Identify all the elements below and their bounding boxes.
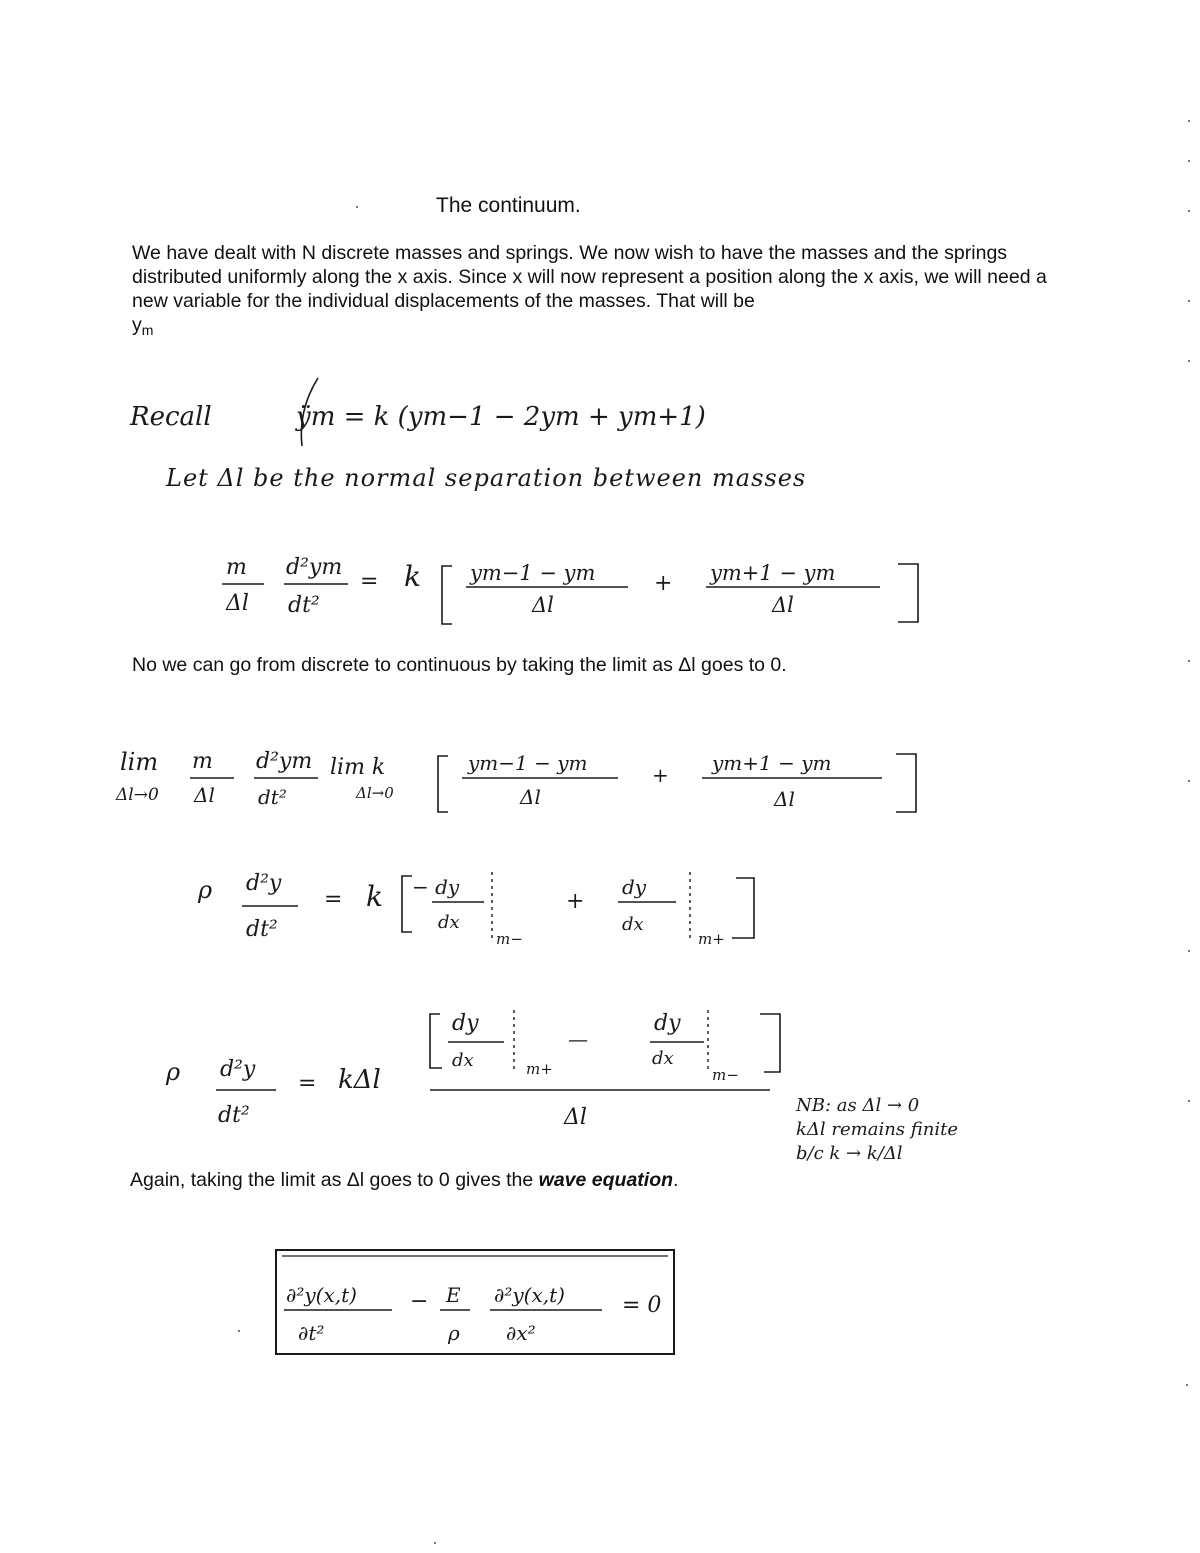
eq3-d2-denominator: dx [622, 914, 644, 935]
nb-line-3: b/c k → k/Δl [796, 1143, 903, 1164]
wave-minus: − [410, 1289, 429, 1314]
wave-t-numerator: ∂²y(x,t) [286, 1283, 357, 1307]
recall-equation: ÿm = k (ym−1 − 2ym + ym+1) [296, 402, 706, 432]
eq2-right-bracket [896, 754, 916, 812]
wave-coef-denominator: ρ [448, 1321, 460, 1345]
eq1-equals: = [360, 569, 379, 594]
eq4-d2-eval: m− [712, 1066, 739, 1084]
scan-speck [1186, 1384, 1188, 1386]
eq4-rho: ρ [166, 1058, 181, 1086]
wave-x-numerator: ∂²y(x,t) [494, 1283, 565, 1307]
eq4-d1-eval: m+ [526, 1060, 553, 1078]
recall-label: Recall [130, 402, 212, 432]
eq2-deriv-numerator: d²ym [256, 749, 313, 774]
scan-speck [1188, 160, 1190, 162]
wave-coef-numerator: E [446, 1283, 461, 1307]
eq3-right-bracket [732, 878, 754, 938]
wave-sentence-suffix: . [673, 1169, 679, 1191]
eq3-k: k [366, 880, 383, 913]
eq4-deriv-denominator: dt² [218, 1103, 250, 1128]
eq4-d2-numerator: dy [654, 1011, 681, 1036]
equation-4 [165, 1010, 780, 1130]
eq4-d1-denominator: dx [452, 1050, 474, 1071]
eq3-equals: = [324, 887, 343, 912]
eq1-k: k [404, 560, 421, 593]
eq3-d1-eval: m− [496, 930, 523, 948]
eq3-d1-denominator: dx [438, 912, 460, 933]
eq1-plus: + [654, 571, 673, 596]
eq1-frac2-numerator: ym+1 − ym [710, 561, 836, 585]
scan-speck [238, 1330, 240, 1332]
intro-text: We have dealt with N discrete masses and springs. We now wish to have the masses and the springs distributed uniformly along the x axis. Since x will now represent a position along the x axis, we will need a new variable for the individual displacements of the masses. That will be [132, 242, 1047, 312]
scan-speck [356, 206, 358, 208]
equation-2 [115, 748, 916, 812]
eq2-frac1-denominator: Δl [520, 785, 541, 809]
page-title: The continuum. [436, 194, 581, 217]
eq1-lhs-denominator: Δl [226, 591, 249, 616]
eq2-rhs-lim: lim k [330, 755, 386, 780]
eq2-lhs-denominator: Δl [194, 783, 215, 807]
eq1-right-bracket [898, 564, 918, 622]
eq3-d2-eval: m+ [698, 930, 725, 948]
separation-definition: Let Δl be the normal separation between masses [166, 464, 807, 492]
eq3-left-bracket [402, 876, 412, 932]
eq1-frac1-denominator: Δl [532, 593, 554, 617]
eq2-lim-sub: Δl→0 [116, 785, 159, 805]
wave-equation-box [276, 1250, 674, 1354]
eq1-left-bracket [442, 566, 452, 624]
nb-line-2: kΔl remains finite [796, 1119, 958, 1140]
scan-speck [1188, 1100, 1190, 1102]
wave-equation-term: wave equation [538, 1169, 674, 1191]
eq3-d2-numerator: dy [622, 875, 647, 899]
scan-speck [1188, 210, 1190, 212]
scan-speck [1188, 300, 1190, 302]
eq2-frac2-denominator: Δl [774, 787, 795, 811]
eq4-kdl: kΔl [338, 1065, 381, 1095]
scan-speck [1188, 360, 1190, 362]
eq1-deriv-denominator: dt² [288, 593, 320, 618]
intro-variable-subscript: m [141, 322, 154, 338]
eq2-left-bracket [438, 756, 448, 812]
eq4-equals: = [298, 1071, 317, 1096]
eq1-frac2-denominator: Δl [772, 593, 794, 617]
eq2-frac1-numerator: ym−1 − ym [468, 751, 588, 775]
eq1-lhs-numerator: m [226, 555, 247, 580]
equation-3 [197, 871, 754, 948]
scan-speck [434, 1542, 436, 1544]
wave-sentence-prefix: Again, taking the limit as Δl goes to 0 gives the [130, 1169, 539, 1191]
eq2-frac2-numerator: ym+1 − ym [712, 751, 832, 775]
eq3-deriv-denominator: dt² [246, 917, 278, 942]
scan-speck [1188, 660, 1190, 662]
eq4-d2-denominator: dx [652, 1048, 674, 1069]
eq4-denominator: Δl [564, 1105, 587, 1130]
eq3-plus: + [566, 889, 585, 914]
scan-speck [1188, 120, 1190, 122]
nb-line-1: NB: as Δl → 0 [796, 1095, 920, 1116]
eq4-right-bracket [760, 1014, 780, 1072]
eq2-plus: + [652, 763, 669, 787]
wave-x-denominator: ∂x² [506, 1321, 536, 1345]
eq4-minus: — [568, 1027, 588, 1051]
recall-paren-flourish [301, 378, 318, 446]
eq4-left-bracket [430, 1014, 442, 1068]
eq1-deriv-numerator: d²ym [286, 555, 343, 580]
eq3-rho: ρ [198, 876, 213, 904]
eq2-lhs-numerator: m [192, 749, 213, 774]
scan-speck [1188, 780, 1190, 782]
intro-variable: y [132, 314, 142, 336]
eq4-deriv-numerator: d²y [220, 1057, 256, 1082]
eq4-d1-numerator: dy [452, 1011, 479, 1036]
eq2-lim: lim [120, 748, 159, 776]
eq2-deriv-denominator: dt² [258, 785, 287, 809]
scan-speck [1188, 950, 1190, 952]
eq3-deriv-numerator: d²y [246, 871, 282, 896]
wave-rhs: = 0 [622, 1293, 662, 1318]
wave-t-denominator: ∂t² [298, 1321, 325, 1345]
eq3-d1-numerator: − dy [412, 875, 460, 899]
eq2-rhs-lim-sub: Δl→0 [356, 784, 394, 802]
limit-sentence: No we can go from discrete to continuous by taking the limit as Δl goes to 0. [132, 654, 787, 676]
equation-1 [222, 555, 918, 624]
eq1-frac1-numerator: ym−1 − ym [470, 561, 596, 585]
